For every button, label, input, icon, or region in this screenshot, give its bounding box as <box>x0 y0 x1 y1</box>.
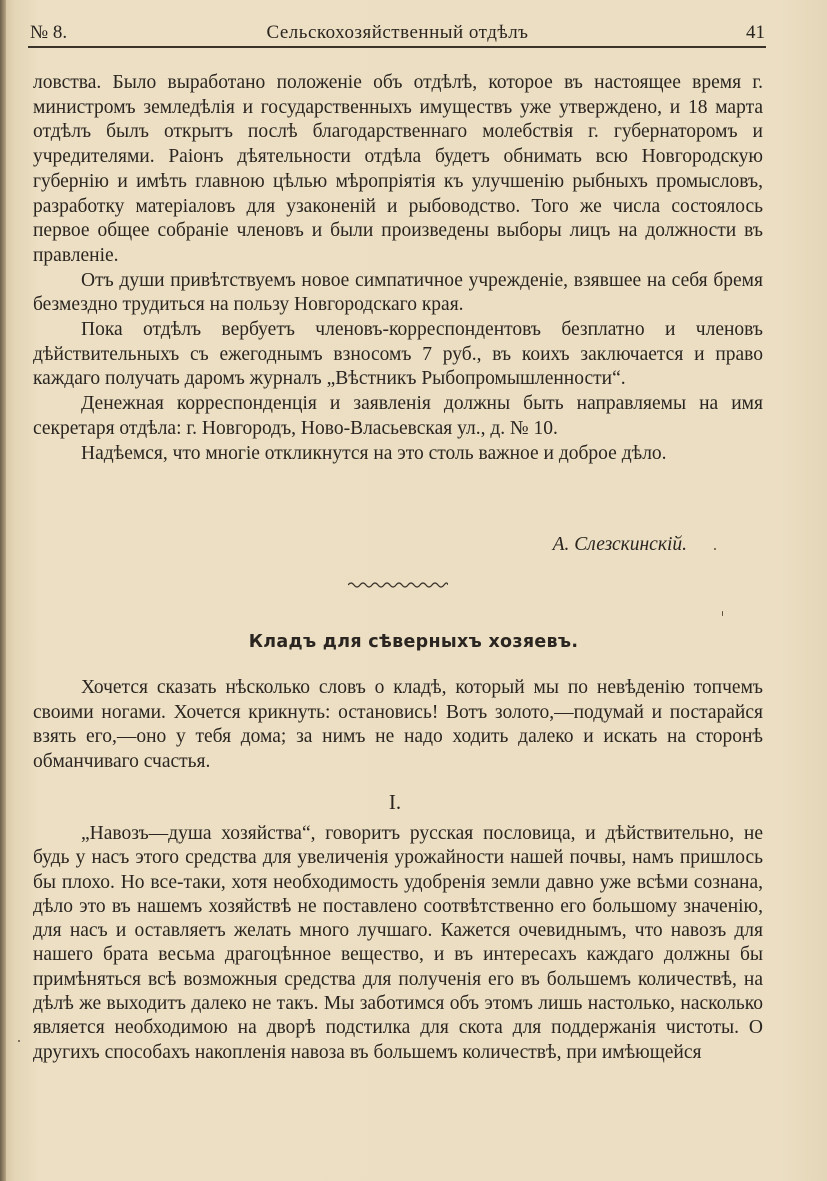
article-title: Кладъ для сѣверныхъ хозяевъ. <box>248 632 579 652</box>
header-rule <box>28 46 766 48</box>
paragraph: Пока отдѣлъ вербуетъ членовъ-корреспондентовъ безплатно и членовъ дѣйствительныхъ съ ежегоднымъ взносомъ 7 руб., въ коихъ заключается и право каждаго получать даромъ журналъ „Вѣстникъ Рыбопромышленности“. <box>33 319 763 390</box>
paragraph: ловства. Было выработано положеніе объ отдѣлѣ, которое въ настоящее время г. министромъ земледѣлія и государственныхъ имуществъ уже утверждено, и 18 марта отдѣлъ былъ открытъ послѣ благодарственнаго молебствія г. губернаторомъ и учредителями. Раіонъ дѣятельности отдѣла будетъ обнимать всю Новгородскую губернію и имѣть главною цѣлью мѣропріятія къ улучшенію рыбныхъ промысловъ, разработку матеріаловъ для узаконеній и рыбоводство. Того же числа состоялось первое общее собраніе членовъ и были произведены выборы лицъ на должности въ правленіе. <box>33 72 763 266</box>
page-number: 41 <box>746 22 765 43</box>
paper-speck <box>714 548 716 550</box>
author-signature: А. Слезскинскій. <box>552 534 687 555</box>
page-binding-edge <box>0 0 6 1181</box>
article-part-one <box>33 822 763 1065</box>
issue-number: № 8. <box>30 22 68 43</box>
paragraph: Отъ души привѣтствуемъ новое симпатичное учрежденіе, взявшее на себя бремя безмездно трудиться на пользу Новгородскаго края. <box>33 269 763 316</box>
paragraph: Хочется сказать нѣсколько словъ о кладѣ, который мы по невѣденію топчемъ своими ногами. Хочется крикнуть: остановись! Вотъ золото,—подумай и постарайся взять его,—оно у тебя дома; за нимъ не надо ходить далеко и искать на сторонѣ обманчиваго счастья. <box>33 677 763 773</box>
paragraph: „Навозъ—душа хозяйства“, говоритъ русская пословица, и дѣйствительно, не будь у насъ этого средства для увеличенія урожайности нашей почвы, намъ пришлось бы плохо. Но все-таки, хотя необходимость удобренія земли давно уже всѣми сознана, дѣло это въ нашемъ хозяйствѣ не поставлено соотвѣтственно его большому значенію, для насъ и оставляетъ желать много лучшаго. Кажется очевиднымъ, что навозъ для нашего брата весьма драгоцѣнное вещество, и въ интересахъ каждаго должны бы примѣняться всѣ возможныя средства для полученія его въ большемъ количествѣ, на дѣлѣ же выходитъ далеко не такъ. Мы заботимся объ этомъ лишь настолько, насколько является необходимою на дворѣ подстилка для скота для поддержанія чистоты. О другихъ способахъ накопленія навоза въ большемъ количествѣ, при имѣющейся <box>33 823 763 1063</box>
paper-speck <box>722 611 723 616</box>
running-header <box>30 20 765 48</box>
wave-ornament-divider <box>348 580 448 590</box>
previous-article-body <box>33 71 763 466</box>
paper-speck <box>18 1040 20 1042</box>
section-title-header: Сельскохозяйственный отдѣлъ <box>266 22 529 43</box>
paragraph: Денежная корреспонденція и заявленія должны быть направляемы на имя секретаря отдѣла: г. Новгородъ, Ново-Власьевская ул., д. № 10. <box>33 393 763 439</box>
part-numeral: I. <box>388 790 402 814</box>
article-intro <box>33 676 763 775</box>
paragraph: Надѣемся, что многіе откликнутся на это столь важное и доброе дѣло. <box>81 442 667 464</box>
